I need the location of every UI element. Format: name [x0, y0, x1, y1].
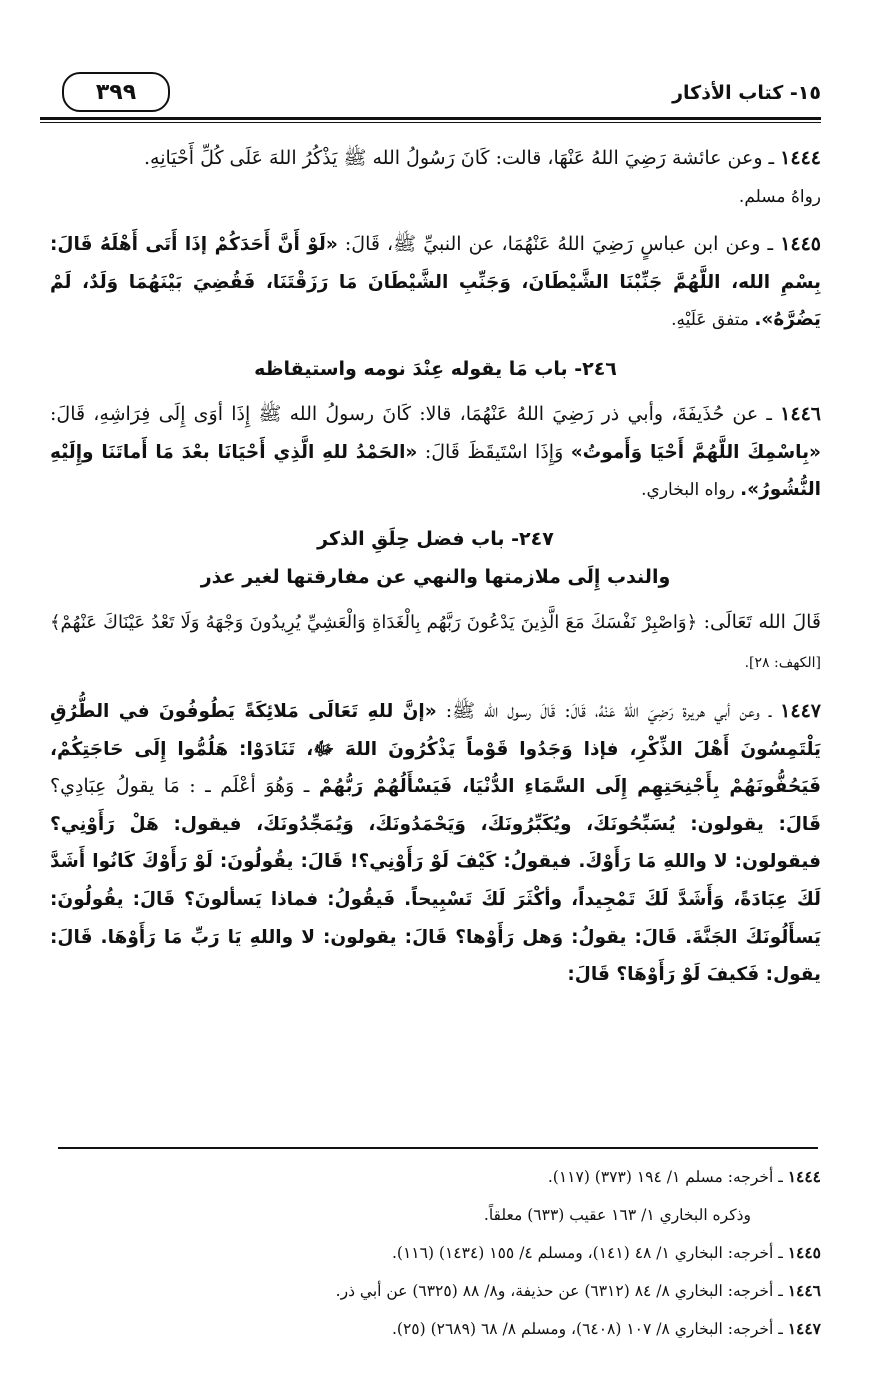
hadith-source: رواهُ مسلم. [738, 186, 821, 207]
hadith-1447 [50, 693, 821, 994]
hadith-number: ١٤٤٤ [780, 147, 821, 169]
chapter-subheading-247: والندب إِلَى ملازمتها والنهي عن مفارقتها لغير عذر [200, 565, 671, 588]
hadith-1445 [50, 226, 821, 340]
footnote-number: ١٤٤٧ [787, 1319, 821, 1338]
hadith-quote: قَالَ: يقولون: يُسَبِّحُونَكَ، ويُكَبِّرُونَكَ، وَيَحْمَدُونَكَ، وَيُمَجِّدُونَكَ، فيقول: هَلْ رَأَوْنِي؟ فيقولون: لا واللهِ مَا رَأَوْكَ. فيقولُ: كَيْفَ لَوْ رَأَوْنِي؟! قَالَ: يقُولُونَ: لَوْ رَأَوْكَ كَانُوا أَشَدَّ لَكَ عِبَادَةً، وَأَشَدَّ لَكَ تَمْجِيداً، وأكْثَرَ لَكَ تَسْبِيحاً. فَيقُولُ: فماذا يَسألونَ؟ قَالَ: يقُولُونَ: يَسأَلُونَكَ الجَنَّةَ. قَالَ: يقولُ: وَهل رَأَوْها؟ قَالَ: يقولون: لا واللهِ يَا رَبِّ مَا رَأَوْهَا. قَالَ: يقول: فَكيفَ لَوْ رَأَوْهَا؟ قَالَ: [50, 813, 821, 986]
footnote-text: ـ أخرجه: البخاري ٨/ ١٠٧ (٦٤٠٨)، ومسلم ٨/ ٦٨ (٢٦٨٩) (٢٥). [391, 1320, 788, 1338]
footnote-number: ١٤٤٦ [787, 1281, 821, 1300]
page-number: ٣٩٩ [62, 72, 170, 112]
footnote-1446 [58, 1272, 821, 1310]
footnote-1444-note: وذكره البخاري ١/ ١٦٣ عقيب (٦٣٣) معلقاً. [483, 1206, 751, 1224]
hadith-text: ـ وعن عائشة رَضِيَ اللهُ عَنْهَا، قالت: كَانَ رَسُولُ الله ﷺ يَذْكُرُ اللهَ عَلَى كُلِّ أَحْيَانِهِ. [143, 147, 781, 169]
footnote-text: ـ أخرجه: مسلم ١/ ١٩٤ (٣٧٣) (١١٧). [547, 1168, 788, 1186]
hadith-quote: «بِاسْمِكَ اللَّهُمَّ أَحْيَا وَأَموتُ» [570, 441, 822, 463]
hadith-1446 [50, 396, 821, 510]
hadith-1444 [50, 140, 821, 216]
footnote-1447 [58, 1310, 821, 1348]
footnote-text: ـ أخرجه: البخاري ٨/ ٨٤ (٦٣١٢) عن حذيفة، و٨/ ٨٨ (٦٣٢٥) عن أبي ذر. [335, 1282, 788, 1300]
footnote-number: ١٤٤٤ [787, 1167, 821, 1186]
quran-citation [50, 604, 821, 683]
hadith-quote: «لَوْ أَنَّ أَحَدَكُمْ إذَا أَتَى أَهْلَهُ قَالَ: بِسْمِ الله، اللَّهُمَّ جَنِّبْنَا الشَّيْطَانَ، وَجَنِّبِ الشَّيْطَانَ مَا رَزَقْتَنَا، فَقُضِيَ بَيْنَهُمَا وَلَدٌ، لَمْ يَضُرَّهُ». [50, 234, 821, 331]
footnote-rule [58, 1147, 818, 1149]
quran-reference: [الكهف: ٢٨]. [744, 655, 821, 672]
footnote-text: ـ أخرجه: البخاري ١/ ٤٨ (١٤١)، ومسلم ٤/ ١٥٥ (١٤٣٤) (١١٦). [391, 1244, 788, 1262]
hadith-quote: «إنَّ للهِ تَعَالَى مَلائِكَةً يَطُوفُونَ في الطُّرُقِ يَلْتَمِسُونَ أَهْلَ الذِّكْرِ، فإذا وَجَدُوا قَوْماً يَذْكُرُونَ اللهَ ﷻ، تَنَادَوْا: هَلُمُّوا إِلَى حَاجَتِكُمْ، فَيَحُفُّونَهُمْ بِأَجْنِحَتِهِم إِلَى السَّمَاءِ الدُّنْيَا، فَيَسْأَلُهُمْ رَبُّهُمْ [50, 700, 821, 798]
hadith-plain: مَا يقولُ عِبَادِي؟ [50, 775, 180, 798]
chapter-heading-247: ٢٤٧- باب فضل حِلَقِ الذكر [317, 527, 554, 550]
hadith-number: ١٤٤٥ [780, 233, 822, 256]
hadith-quote: «الحَمْدُ للهِ الَّذِي أَحْيَانَا بعْدَ مَا أَماتَنَا وإِلَيْهِ النُّشُورُ». [50, 441, 821, 501]
hadith-intro: ـ وعن أبي هريرة رَضِيَ اللهُ عَنْهُ، قَالَ: قَالَ رسول الله ﷺ: [436, 699, 781, 722]
header-rule [40, 117, 821, 123]
quran-verse: ﴿وَاصْبِرْ نَفْسَكَ مَعَ الَّذِينَ يَدْعُونَ رَبَّهُم بِالْغَدَاةِ وَالْعَشِيِّ يُرِيدُونَ وَجْهَهُ وَلَا تَعْدُ عَيْنَاكَ عَنْهُمْ﴾ [50, 611, 698, 633]
hadith-number: ١٤٤٧ [780, 699, 821, 722]
footnotes [58, 1158, 821, 1348]
hadith-number: ١٤٤٦ [780, 402, 821, 425]
hadith-source: رواه البخاري. [641, 480, 741, 501]
chapter-title: ١٥- كتاب الأذكار [672, 82, 821, 104]
chapter-heading-246: ٢٤٦- باب مَا يقوله عِنْدَ نومه واستيقاظه [254, 357, 617, 380]
page-header [40, 68, 821, 118]
main-text [50, 140, 821, 1004]
hadith-intro: ـ عن حُذَيفَةَ، وأبي ذر رَضِيَ اللهُ عَنْهُمَا، قالا: كَانَ رسولُ الله ﷺ إِذَا أوَى إِلَى فِرَاشِهِ، قَالَ: [50, 402, 781, 425]
hadith-mid: ـ وَهُوَ أعْلَم ـ : [179, 775, 319, 798]
footnote-1445 [58, 1234, 821, 1272]
footnote-1444 [58, 1158, 821, 1196]
hadith-source: متفق عَلَيْهِ. [671, 310, 755, 331]
quran-intro: قَالَ الله تَعَالَى: [697, 610, 822, 633]
footnote-number: ١٤٤٥ [787, 1243, 821, 1262]
hadith-intro: ـ وعن ابن عباسٍ رَضِيَ اللهُ عَنْهُمَا، عن النبيِّ ﷺ، قَالَ: [337, 233, 781, 256]
hadith-mid: وَإِذَا اسْتَيقَظَ قَالَ: [417, 440, 571, 463]
